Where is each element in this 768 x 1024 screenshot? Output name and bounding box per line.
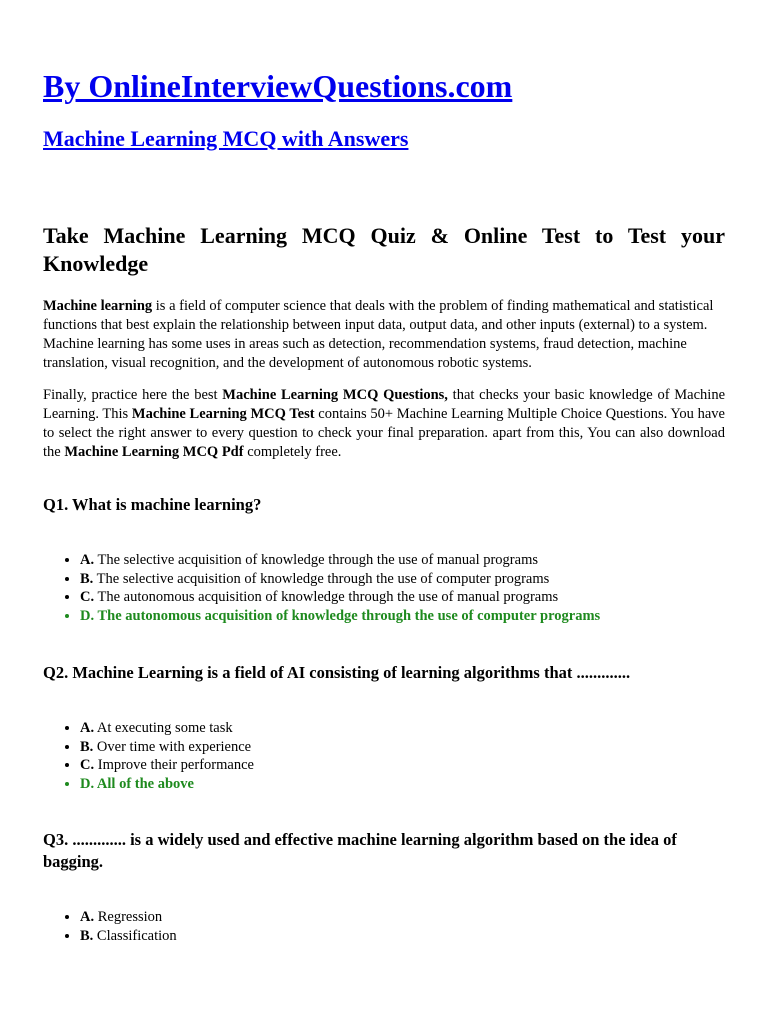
option-b xyxy=(80,738,720,757)
practice-bold-3: Machine Learning MCQ Pdf xyxy=(64,444,244,460)
intro-paragraph xyxy=(43,297,725,373)
practice-text-4: completely free. xyxy=(243,444,342,460)
intro-text: is a field of computer science that deals with the problem of finding mathematical and statistical functions that best explain the relationship between input data, output data, and other inputs (external) to a system. Machine learning has some uses in areas such as detection, recommendation systems, fraud detection, machine translation, visual recognition, and the development of autonomous robotic systems. xyxy=(43,298,714,371)
option-text: All of the above xyxy=(94,775,194,792)
option-letter: B. xyxy=(80,570,94,587)
option-text: At executing some task xyxy=(94,720,233,736)
practice-bold-1: Machine Learning MCQ Questions, xyxy=(222,387,448,403)
option-letter: D. xyxy=(80,607,95,624)
option-text: The selective acquisition of knowledge through the use of manual programs xyxy=(94,552,538,568)
option-a xyxy=(80,551,720,570)
option-letter: B. xyxy=(80,738,94,755)
practice-text-2: that checks your basic knowledge of Machine Learning. This xyxy=(43,387,725,422)
question-1-options xyxy=(65,551,720,625)
practice-text-3: contains 50+ Machine Learning Multiple Choice Questions. You have to select the right answer to every question to check your final preparation. apart from this, You can also download the xyxy=(43,406,725,460)
site-link[interactable]: By OnlineInterviewQuestions.com xyxy=(43,68,513,104)
practice-text-1: Finally, practice here the best xyxy=(43,387,223,403)
option-d-correct xyxy=(80,607,720,626)
page-subtitle-link[interactable]: Machine Learning MCQ with Answers xyxy=(43,126,409,151)
option-c xyxy=(80,588,720,607)
option-text: The autonomous acquisition of knowledge through the use of manual programs xyxy=(94,589,559,605)
option-letter: A. xyxy=(80,909,95,925)
option-a xyxy=(80,719,720,738)
practice-paragraph xyxy=(43,386,725,462)
option-b xyxy=(80,570,720,589)
option-letter: A. xyxy=(80,552,95,568)
question-3-options xyxy=(65,908,720,945)
question-2-options xyxy=(65,719,720,793)
question-3: Q3. ............. is a widely used and effective machine learning algorithm based on the idea of bagging. xyxy=(43,830,677,871)
practice-bold-2: Machine Learning MCQ Test xyxy=(131,406,315,422)
option-text: Improve their performance xyxy=(94,757,254,773)
option-text: Regression xyxy=(94,909,163,925)
question-1: Q1. What is machine learning? xyxy=(43,495,262,514)
option-a xyxy=(80,908,720,927)
option-letter: B. xyxy=(80,927,94,944)
option-text: Classification xyxy=(93,927,177,944)
option-d-correct xyxy=(80,775,720,794)
option-letter: C. xyxy=(80,589,95,605)
option-letter: A. xyxy=(80,720,95,736)
option-letter: C. xyxy=(80,757,95,773)
intro-bold-term: Machine learning xyxy=(43,298,153,314)
option-text: The selective acquisition of knowledge through the use of computer programs xyxy=(93,570,550,587)
page-title: Take Machine Learning MCQ Quiz & Online Test to Test your Knowledge xyxy=(43,223,725,276)
option-text: Over time with experience xyxy=(93,738,252,755)
question-2: Q2. Machine Learning is a field of AI consisting of learning algorithms that ............. xyxy=(43,663,631,682)
option-b xyxy=(80,927,720,946)
option-letter: D. xyxy=(80,775,95,792)
option-c xyxy=(80,756,720,775)
option-text: The autonomous acquisition of knowledge through the use of computer programs xyxy=(94,607,601,624)
